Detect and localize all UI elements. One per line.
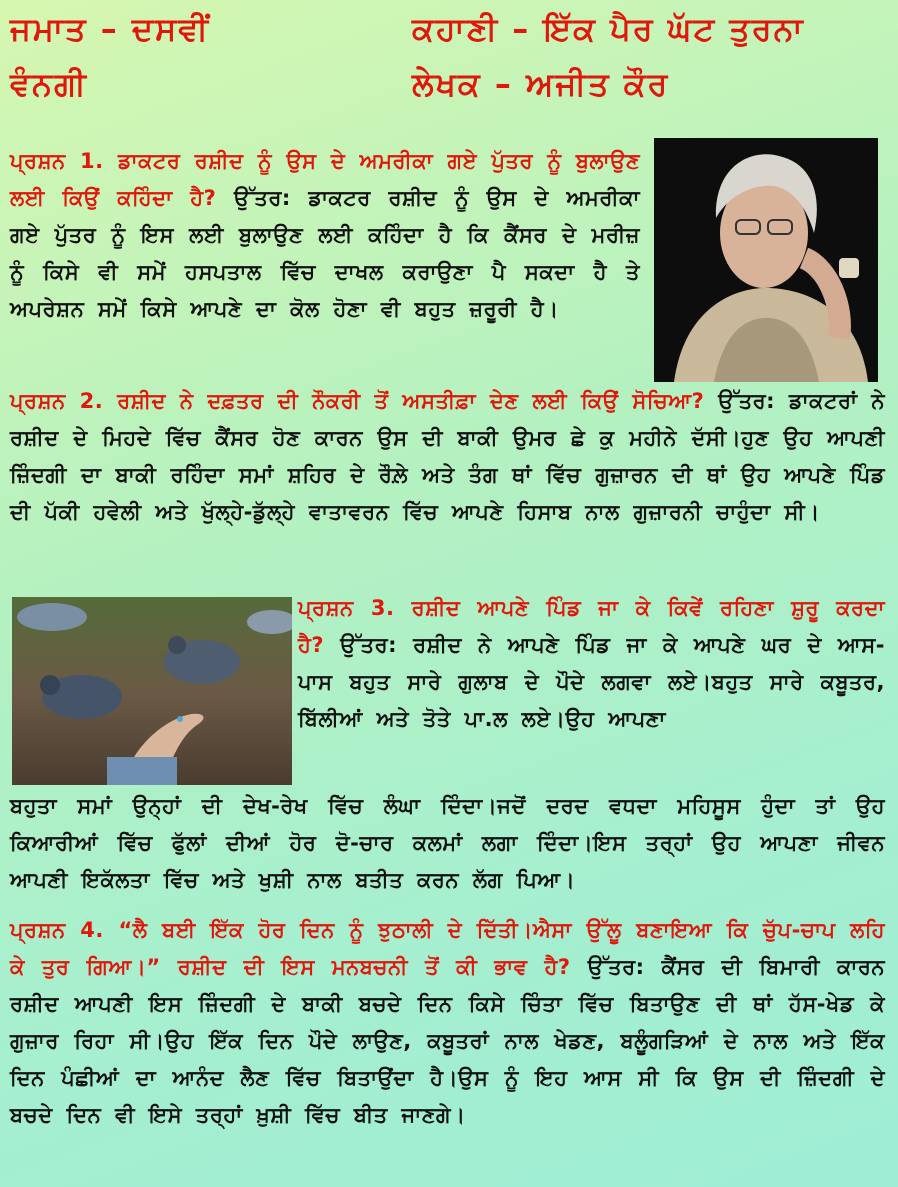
answer-3-part1: ਉੱਤਰ: ਰਸ਼ੀਦ ਨੇ ਆਪਣੇ ਪਿੰਡ ਜਾ ਕੇ ਆਪਣੇ ਘਰ ਦੇ ਆਸ-ਪਾਸ ਬਹੁਤ ਸਾਰੇ ਗੁਲਾਬ ਦੇ ਪੌਦੇ ਲਗਵਾ ਲਏ।ਬਹੁਤ ਸਾਰੇ ਕਬੂਤਰ, ਬਿੱਲੀਆਂ ਅਤੇ ਤੋਤੇ ਪਾ.ਲ ਲਏ।ਉਹ ਆਪਣਾ xyxy=(298,633,885,731)
story-title: ਕਹਾਣੀ – ਇੱਕ ਪੈਰ ਘੱਟ ਤੁਰਨਾ xyxy=(412,10,805,48)
qa-block-3-top xyxy=(298,590,885,738)
answer-3-part2: ਬਹੁਤਾ ਸਮਾਂ ਉਨ੍ਹਾਂ ਦੀ ਦੇਖ-ਰੇਖ ਵਿੱਚ ਲੰਘਾ ਦਿੰਦਾ।ਜਦੋਂ ਦਰਦ ਵਧਦਾ ਮਹਿਸੂਸ ਹੁੰਦਾ ਤਾਂ ਉਹ ਕਿਆਰੀਆਂ ਵਿੱਚ ਫੁੱਲਾਂ ਦੀਆਂ ਹੋਰ ਦੋ-ਚਾਰ ਕਲਮਾਂ ਲਗਾ ਦਿੰਦਾ।ਇਸ ਤਰ੍ਹਾਂ ਉਹ ਆਪਣਾ ਜੀਵਨ ਆਪਣੀ ਇਕੱਲਤਾ ਵਿੱਚ ਅਤੇ ਖੁਸ਼ੀ ਨਾਲ ਬਤੀਤ ਕਰਨ ਲੱਗ ਪਿਆ। xyxy=(10,794,885,892)
class-label: ਜਮਾਤ – ਦਸਵੀਂ xyxy=(10,10,211,48)
question-4: ਪ੍ਰਸ਼ਨ 4. “ਲੈ ਬਈ ਇੱਕ ਹੋਰ ਦਿਨ ਨੂੰ ਝੁਠਾਲੀ ਦੇ ਦਿੱਤੀ।ਐਸਾ ਉੱਲੂ ਬਣਾਇਆ ਕਿ ਚੁੱਪ-ਚਾਪ ਲਹਿ ਕੇ ਤੁਰ ਗਿਆ।” ਰਸ਼ੀਦ ਦੀ ਇਸ ਮਨਬਚਨੀ ਤੋਂ ਕੀ ਭਾਵ ਹੈ? xyxy=(10,918,885,979)
qa-block-3-bottom xyxy=(10,788,885,899)
qa-block-1 xyxy=(10,143,640,328)
answer-2: ਉੱਤਰ: ਡਾਕਟਰਾਂ ਨੇ ਰਸ਼ੀਦ ਦੇ ਮਿਹਦੇ ਵਿੱਚ ਕੈਂਸਰ ਹੋਣ ਕਾਰਨ ਉਸ ਦੀ ਬਾਕੀ ਉਮਰ ਛੇ ਕੁ ਮਹੀਨੇ ਦੱਸੀ।ਹੁਣ ਉਹ ਆਪਣੀ ਜ਼ਿੰਦਗੀ ਦਾ ਬਾਕੀ ਰਹਿੰਦਾ ਸਮਾਂ ਸ਼ਹਿਰ ਦੇ ਰੌਲ਼ੇ ਅਤੇ ਤੰਗ ਥਾਂ ਵਿੱਚ ਗੁਜ਼ਾਰਨ ਦੀ ਥਾਂ ਉਹ ਆਪਣੇ ਪਿੰਡ ਦੀ ਪੱਕੀ ਹਵੇਲੀ ਅਤੇ ਖੁੱਲ੍ਹੇ-ਡੁੱਲ੍ਹੇ ਵਾਤਾਵਰਨ ਵਿੱਚ ਆਪਣੇ ਹਿਸਾਬ ਨਾਲ ਗੁਜ਼ਾਰਨੀ ਚਾਹੁੰਦਾ ਸੀ। xyxy=(10,389,886,524)
question-2: ਪ੍ਰਸ਼ਨ 2. ਰਸ਼ੀਦ ਨੇ ਦਫ਼ਤਰ ਦੀ ਨੌਕਰੀ ਤੋਂ ਅਸਤੀਫ਼ਾ ਦੇਣ ਲਈ ਕਿਉਂ ਸੋਚਿਆ? xyxy=(10,389,705,413)
qa-block-2 xyxy=(10,383,885,531)
answer-1: ਉੱਤਰ: ਡਾਕਟਰ ਰਸ਼ੀਦ ਨੂੰ ਉਸ ਦੇ ਅਮਰੀਕਾ ਗਏ ਪੁੱਤਰ ਨੂੰ ਇਸ ਲਈ ਬੁਲਾਉਣ ਲਈ ਕਹਿੰਦਾ ਹੈ ਕਿ ਕੈਂਸਰ ਦੇ ਮਰੀਜ਼ ਨੂੰ ਕਿਸੇ ਵੀ ਸਮੇਂ ਹਸਪਤਾਲ ਵਿੱਚ ਦਾਖਲ ਕਰਾਉਣਾ ਪੈ ਸਕਦਾ ਹੈ ਤੇ ਅਪਰੇਸ਼ਨ ਸਮੇਂ ਕਿਸੇ ਆਪਣੇ ਦਾ ਕੋਲ ਹੋਣਾ ਵੀ ਬਹੁਤ ਜ਼ਰੂਰੀ ਹੈ। xyxy=(10,186,640,321)
sample-label: ਵੰਨਗੀ xyxy=(10,65,88,103)
pigeon-photo xyxy=(12,597,292,785)
qa-block-4 xyxy=(10,912,885,1134)
author-label: ਲੇਖਕ – ਅਜੀਤ ਕੌਰ xyxy=(412,65,670,103)
question-1: ਪ੍ਰਸ਼ਨ 1. ਡਾਕਟਰ ਰਸ਼ੀਦ ਨੂੰ ਉਸ ਦੇ ਅਮਰੀਕਾ ਗਏ ਪੁੱਤਰ ਨੂੰ ਬੁਲਾਉਣ ਲਈ ਕਿਉਂ ਕਹਿੰਦਾ ਹੈ? xyxy=(10,149,640,210)
answer-4: ਉੱਤਰ: ਕੈਂਸਰ ਦੀ ਬਿਮਾਰੀ ਕਾਰਨ ਰਸ਼ੀਦ ਆਪਣੀ ਇਸ ਜ਼ਿੰਦਗੀ ਦੇ ਬਾਕੀ ਬਚਦੇ ਦਿਨ ਕਿਸੇ ਚਿੰਤਾ ਵਿੱਚ ਬਿਤਾਉਣ ਦੀ ਥਾਂ ਹੱਸ-ਖੇਡ ਕੇ ਗੁਜ਼ਾਰ ਰਿਹਾ ਸੀ।ਉਹ ਇੱਕ ਦਿਨ ਪੌਦੇ ਲਾਉਣ, ਕਬੂਤਰਾਂ ਨਾਲ ਖੇਡਣ, ਬਲੂੰਗੜਿਆਂ ਦੇ ਨਾਲ ਅਤੇ ਇੱਕ ਦਿਨ ਪੰਛੀਆਂ ਦਾ ਆਨੰਦ ਲੈਣ ਵਿੱਚ ਬਿਤਾਉਂਦਾ ਹੈ।ਉਸ ਨੂੰ ਇਹ ਆਸ ਸੀ ਕਿ ਉਸ ਦੀ ਜ਼ਿੰਦਗੀ ਦੇ ਬਚਦੇ ਦਿਨ ਵੀ ਇਸੇ ਤਰ੍ਹਾਂ ਖ਼ੁਸ਼ੀ ਵਿੱਚ ਬੀਤ ਜਾਣਗੇ। xyxy=(10,955,886,1127)
author-photo xyxy=(654,138,878,382)
question-3: ਪ੍ਰਸ਼ਨ 3. ਰਸ਼ੀਦ ਆਪਣੇ ਪਿੰਡ ਜਾ ਕੇ ਕਿਵੇਂ ਰਹਿਣਾ ਸ਼ੁਰੂ ਕਰਦਾ ਹੈ? xyxy=(298,596,885,657)
